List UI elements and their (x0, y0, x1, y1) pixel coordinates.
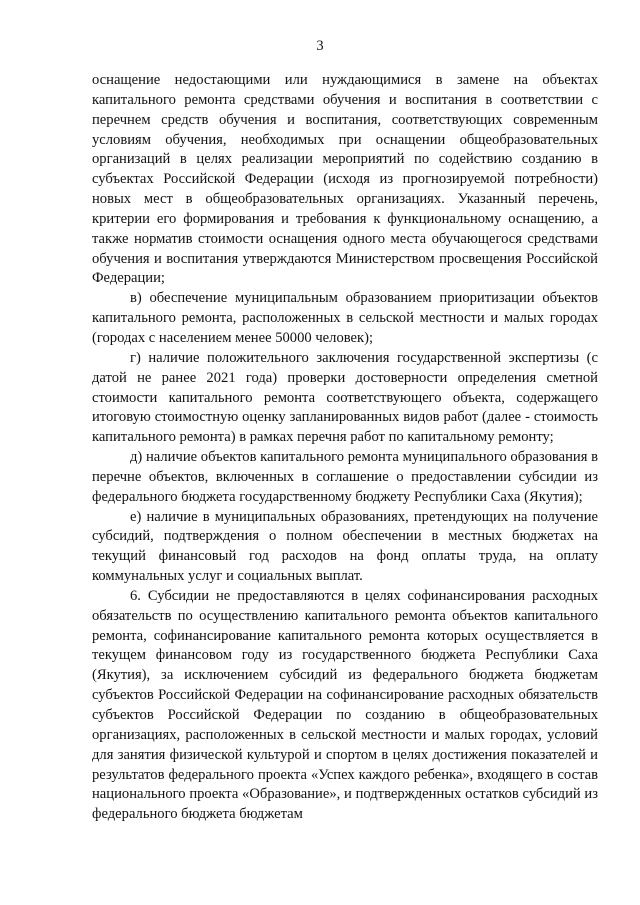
page-number: 3 (316, 38, 324, 54)
paragraph-clause-6: 6. Субсидии не предоставляются в целях софинансирования расходных обязательств по осуществлению капитального ремонта объектов капитального ремонта, софинансирование капитального ремонта которых осуществляется в текущем финансовом году из государственного бюджета Республики Саха (Якутия), за исключением субсидий из федерального бюджета бюджетам субъектов Российской Федерации на софинансирование расходных обязательств субъектов Российской Федерации по созданию в общеобразовательных организациях, расположенных в сельской местности и малых городах, условий для занятия физической культурой и спортом в целях достижения показателей и результатов федерального проекта «Успех каждого ребенка», входящего в состав национального проекта «Образование», и подтвержденных остатков субсидий из федерального бюджета бюджетам (92, 587, 598, 823)
paragraph-item-v: в) обеспечение муниципальным образованием приоритизации объектов капитального ремонта, расположенных в сельской местности и малых городах (городах с населением менее 50000 человек); (92, 290, 598, 346)
paragraph-item-d: д) наличие объектов капитального ремонта муниципального образования в перечне объектов, включенных в соглашение о предоставлении субсидии из федерального бюджета государственному бюджету Республики Саха (Якутия); (92, 449, 598, 505)
paragraph-continuation: оснащение недостающими или нуждающимися в замене на объектах капитального ремонта средствами обучения и воспитания в соответствии с перечнем средств обучения и воспитания, соответствующих современным условиям обучения, необходимых при оснащении общеобразовательных организаций в целях реализации мероприятий по содействию созданию в субъектах Российской Федерации (исходя из прогнозируемой потребности) новых мест в общеобразовательных организациях. Указанный перечень, критерии его формирования и требования к функциональному оснащению, а также норматив стоимости оснащения одного места обучающегося средствами обучения и воспитания утверждаются Министерством просвещения Российской Федерации; (92, 72, 598, 287)
document-body (92, 71, 598, 825)
paragraph-item-e: е) наличие в муниципальных образованиях, претендующих на получение субсидий, подтверждения о полном обеспечении в местных бюджетах на текущий финансовый год расходов на фонд оплаты труда, на оплату коммунальных услуг и социальных выплат. (92, 508, 598, 585)
paragraph-item-g: г) наличие положительного заключения государственной экспертизы (с датой не ранее 2021 года) проверки достоверности определения сметной стоимости капитального ремонта соответствующего объекта, содержащего итоговую стоимостную оценку запланированных видов работ (далее - стоимость капитального ремонта) в рамках перечня работ по капитальному ремонту; (92, 349, 598, 446)
